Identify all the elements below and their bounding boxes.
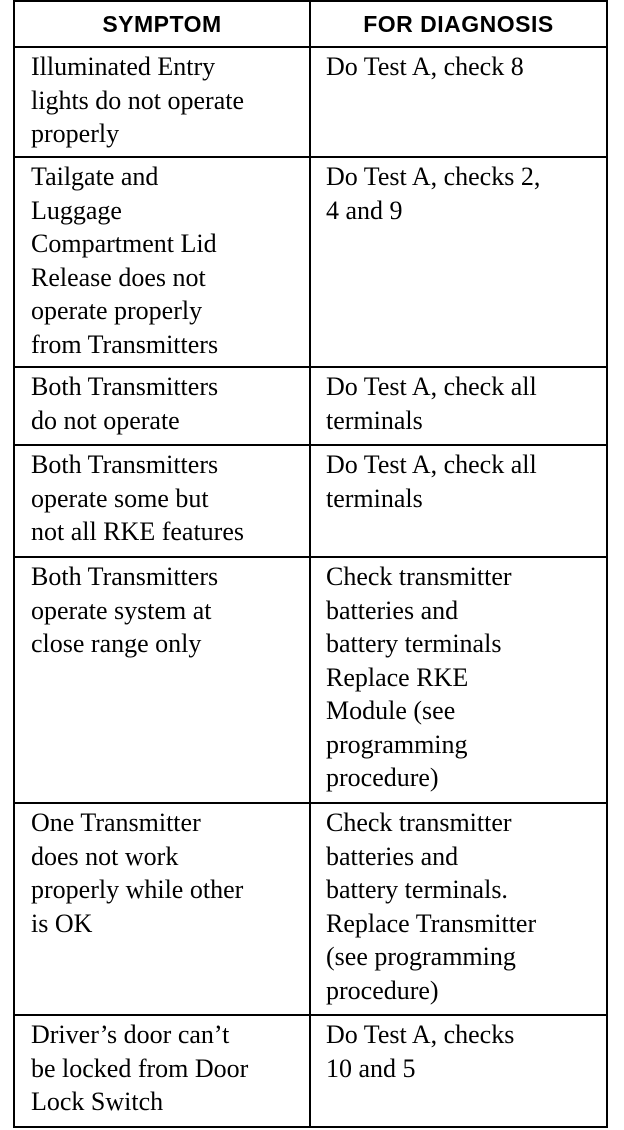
diagnosis-cell: Do Test A, check all terminals <box>310 367 607 445</box>
symptom-cell: Both Transmitters operate system at close range only <box>14 557 310 803</box>
table-header-row <box>14 1 607 47</box>
diagnosis-cell: Do Test A, checks 10 and 5 <box>310 1015 607 1127</box>
symptom-cell: One Transmitter does not work properly while other is OK <box>14 803 310 1015</box>
symptom-cell: Driver’s door can’t be locked from Door Lock Switch <box>14 1015 310 1127</box>
table-row <box>14 157 607 367</box>
symptom-cell: Both Transmitters operate some but not all RKE features <box>14 445 310 557</box>
table-row <box>14 1015 607 1127</box>
table-row <box>14 557 607 803</box>
table-row <box>14 803 607 1015</box>
symptom-cell: Illuminated Entry lights do not operate properly <box>14 47 310 157</box>
diagnosis-column-header: FOR DIAGNOSIS <box>310 1 607 47</box>
diagnosis-table <box>13 0 608 1128</box>
symptom-cell: Tailgate and Luggage Compartment Lid Release does not operate properly from Transmitters <box>14 157 310 367</box>
symptom-cell: Both Transmitters do not operate <box>14 367 310 445</box>
symptom-column-header: SYMPTOM <box>14 1 310 47</box>
table-row <box>14 367 607 445</box>
diagnosis-cell: Do Test A, checks 2, 4 and 9 <box>310 157 607 367</box>
diagnosis-cell: Do Test A, check 8 <box>310 47 607 157</box>
table-row <box>14 445 607 557</box>
diagnosis-cell: Check transmitter batteries and battery terminals Replace RKE Module (see programming procedure) <box>310 557 607 803</box>
diagnosis-cell: Check transmitter batteries and battery terminals. Replace Transmitter (see programming procedure) <box>310 803 607 1015</box>
table-row <box>14 47 607 157</box>
diagnosis-cell: Do Test A, check all terminals <box>310 445 607 557</box>
